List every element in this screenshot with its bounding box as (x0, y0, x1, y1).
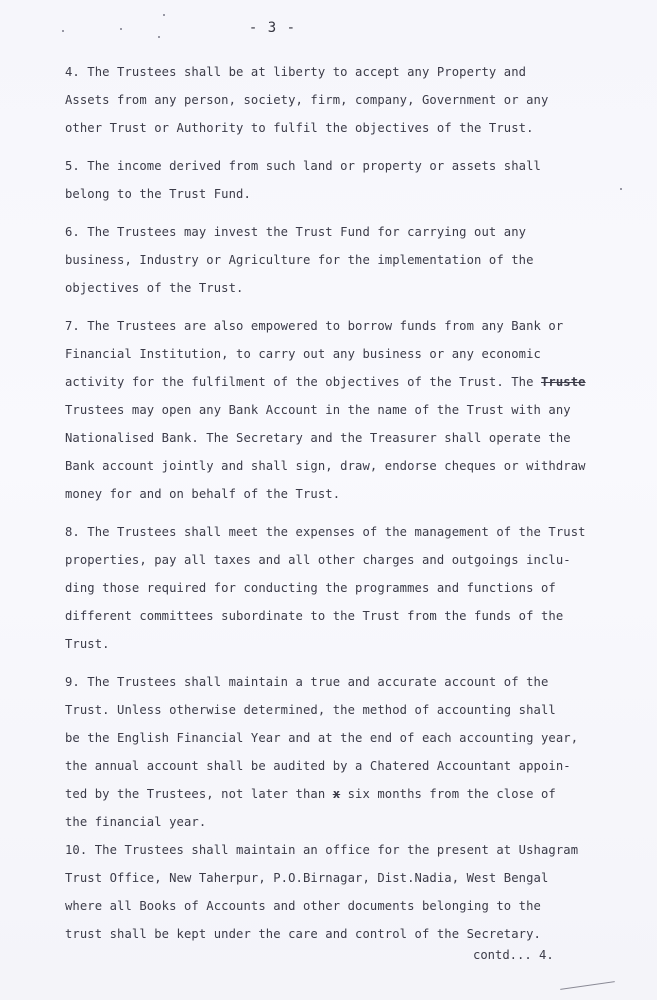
text-segment: six months from the close of (340, 787, 556, 801)
text-line: other Trust or Authority to fulfil the objectives of the Trust. (65, 121, 534, 135)
text-line: 8. The Trustees shall meet the expenses of the management of the Trust (65, 525, 586, 539)
text-line: 10. The Trustees shall maintain an office for the present at Ushagram (65, 843, 579, 857)
text-line: Assets from any person, society, firm, company, Government or any (65, 93, 549, 107)
text-line: Financial Institution, to carry out any business or any economic (65, 347, 541, 361)
text-line: Bank account jointly and shall sign, draw, endorse cheques or withdraw (65, 459, 586, 473)
text-line: Trust. (65, 637, 110, 651)
text-line: 4. The Trustees shall be at liberty to accept any Property and (65, 65, 527, 79)
continued-note: contd... 4. (473, 948, 554, 962)
clause-9 (65, 668, 640, 836)
text-line: money for and on behalf of the Trust. (65, 487, 341, 501)
text-line: business, Industry or Agriculture for the implementation of the (65, 253, 534, 267)
clause-4 (65, 58, 640, 142)
text-segment: ted by the Trustees, not later than (65, 787, 326, 801)
text-line: Trust Office, New Taherpur, P.O.Birnagar, Dist.Nadia, West Bengal (65, 871, 549, 885)
clause-5 (65, 152, 640, 208)
text-line (65, 368, 640, 396)
struck-out-word: Truste (541, 375, 586, 389)
text-line: ding those required for conducting the programmes and functions of (65, 581, 556, 595)
text-line (65, 780, 640, 808)
document-body (65, 58, 640, 958)
text-line: belong to the Trust Fund. (65, 187, 251, 201)
clause-6 (65, 218, 640, 302)
page-number: - 3 - (248, 20, 297, 36)
text-line: objectives of the Trust. (65, 281, 244, 295)
page-edge-mark (560, 981, 615, 990)
clause-10 (65, 836, 640, 948)
ink-speck (163, 14, 165, 16)
clause-7 (65, 312, 640, 508)
text-line: trust shall be kept under the care and control of the Secretary. (65, 927, 541, 941)
text-line: 5. The income derived from such land or property or assets shall (65, 159, 541, 173)
text-line: the financial year. (65, 815, 207, 829)
text-line: 6. The Trustees may invest the Trust Fund for carrying out any (65, 225, 527, 239)
text-line: Nationalised Bank. The Secretary and the Treasurer shall operate the (65, 431, 571, 445)
clause-8 (65, 518, 640, 658)
text-line: different committees subordinate to the Trust from the funds of the (65, 609, 564, 623)
text-line: 9. The Trustees shall maintain a true and accurate account of the (65, 675, 549, 689)
text-line: Trustees may open any Bank Account in the name of the Trust with any (65, 403, 571, 417)
text-line: where all Books of Accounts and other documents belonging to the (65, 899, 541, 913)
text-line: the annual account shall be audited by a Chatered Accountant appoin- (65, 759, 571, 773)
struck-out-letter: x (332, 787, 341, 801)
ink-speck (158, 36, 160, 38)
text-line: 7. The Trustees are also empowered to borrow funds from any Bank or (65, 319, 564, 333)
text-segment: activity for the fulfilment of the objectives of the Trust. The (65, 375, 534, 389)
text-line: be the English Financial Year and at the end of each accounting year, (65, 731, 579, 745)
text-line: Trust. Unless otherwise determined, the method of accounting shall (65, 703, 556, 717)
text-line: properties, pay all taxes and all other charges and outgoings inclu- (65, 553, 571, 567)
